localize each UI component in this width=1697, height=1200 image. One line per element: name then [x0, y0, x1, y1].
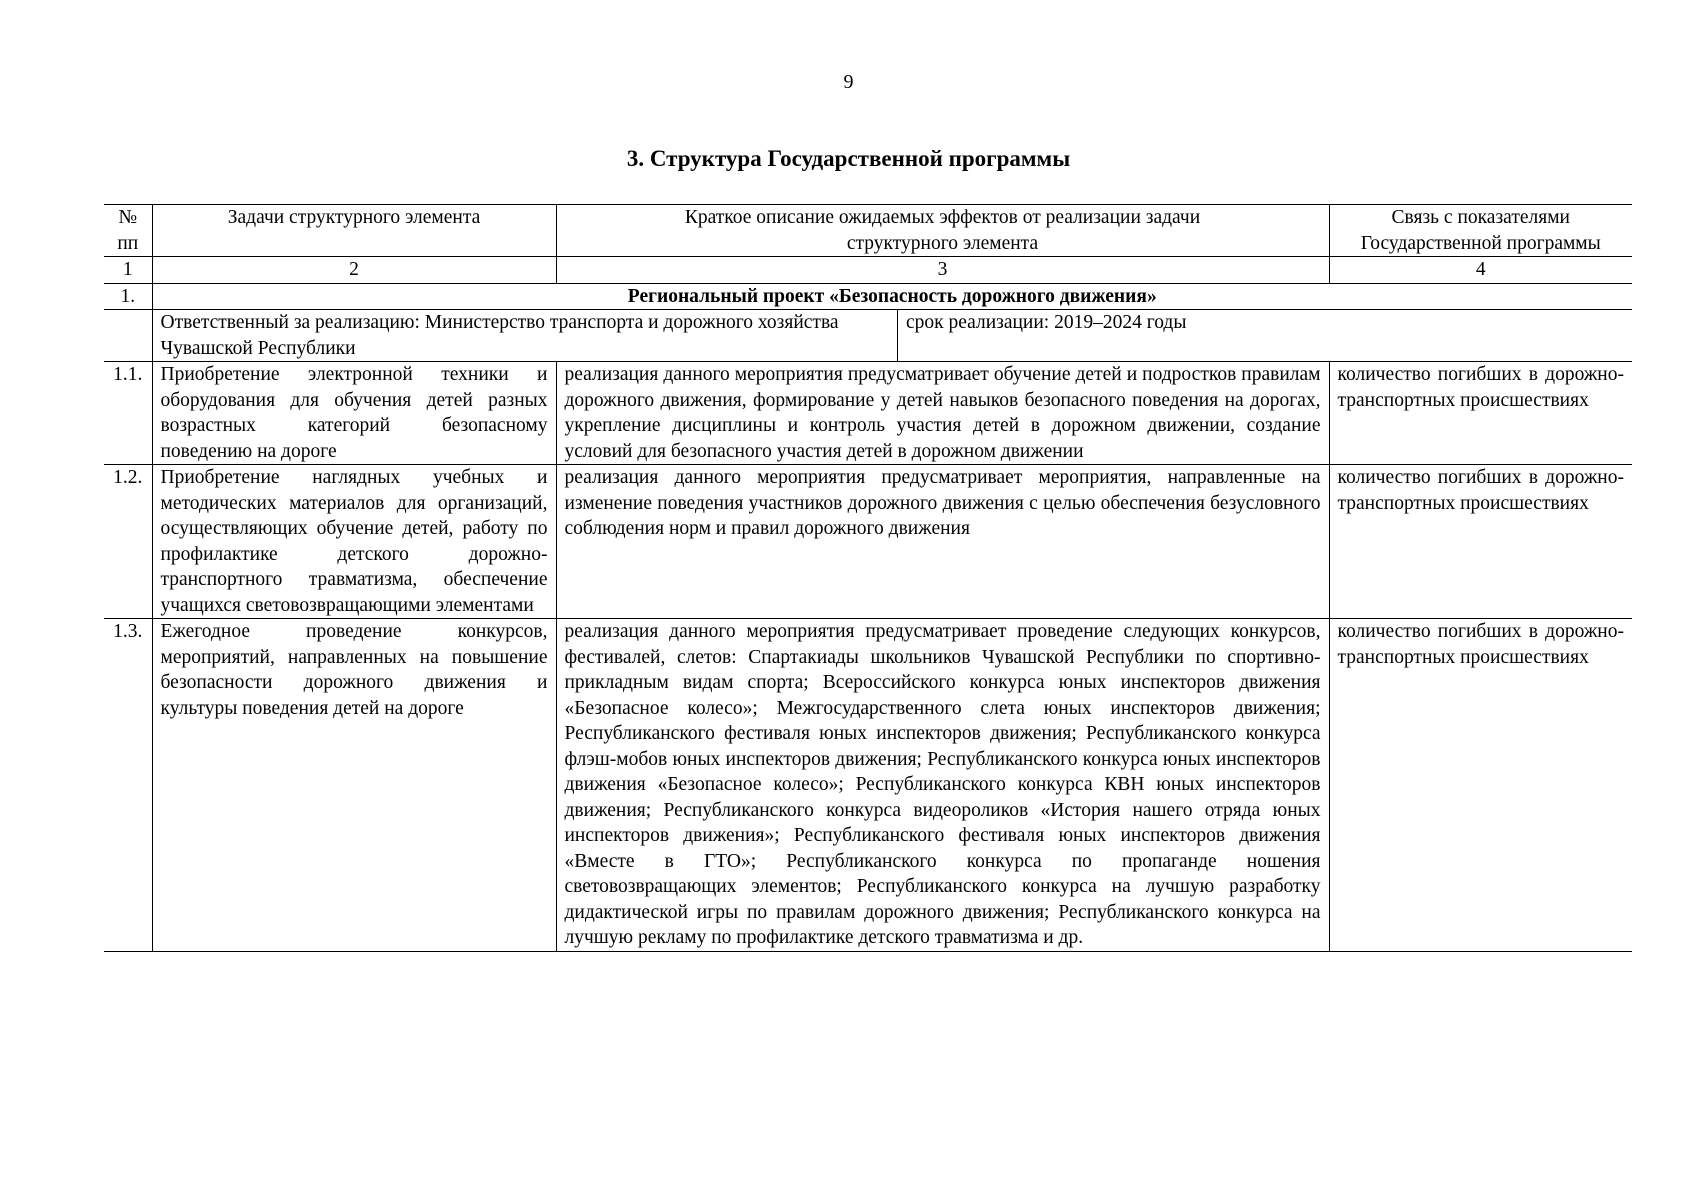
row-description: реализация данного мероприятия предусматривает обучение детей и подростков правилам дорожного движения, формирование у детей навыков безопасного поведения на дорогах, укрепление дисциплины и контроль участия детей в дорожном движении, создание условий для безопасного участия детей в дорожном движении — [556, 362, 1329, 465]
column-number-row — [104, 257, 1632, 284]
row-indicator: количество погибших в дорожно-транспортных происшествиях — [1329, 465, 1632, 619]
header-indicator: Связь с показателями Государственной программы — [1329, 205, 1632, 257]
row-indicator: количество погибших в дорожно-транспортных происшествиях — [1329, 362, 1632, 465]
column-number: 4 — [1329, 257, 1632, 284]
page-title: 3. Структура Государственной программы — [626, 146, 1071, 171]
header-number: № пп — [104, 205, 152, 257]
section-number: 1. — [104, 283, 152, 310]
row-number: 1.2. — [104, 465, 152, 619]
row-task: Ежегодное проведение конкурсов, мероприятий, направленных на повышение безопасности дорожного движения и культуры поведения детей на дороге — [152, 619, 556, 952]
responsible-text: Ответственный за реализацию: Министерство транспорта и дорожного хозяйства Чувашской Республики — [153, 310, 898, 361]
column-number: 2 — [152, 257, 556, 284]
row-task: Приобретение наглядных учебных и методических материалов для организаций, осуществляющих обучение детей, работу по профилактике детского дорожно-транспортного травматизма, обеспечение учащихся световозвращающими элементами — [152, 465, 556, 619]
column-number: 1 — [104, 257, 152, 284]
row-task: Приобретение электронной техники и оборудования для обучения детей разных возрастных категорий безопасному поведению на дороге — [152, 362, 556, 465]
table-header-row — [104, 205, 1632, 257]
page-number: 9 — [843, 71, 854, 93]
section-row — [104, 283, 1632, 310]
period-text: срок реализации: 2019–2024 годы — [906, 312, 1187, 333]
section-meta-row — [104, 310, 1632, 362]
section-title: Региональный проект «Безопасность дорожного движения» — [152, 283, 1632, 310]
table-row — [104, 362, 1632, 465]
row-number: 1.1. — [104, 362, 152, 465]
row-number: 1.3. — [104, 619, 152, 952]
row-description: реализация данного мероприятия предусматривает проведение следующих конкурсов, фестивалей, слетов: Спартакиады школьников Чувашской Республики по спортивно-прикладным видам спорта; Всероссийского конкурса юных инспекторов движения «Безопасное колесо»; Межгосударственного слета юных инспекторов движения; Республиканского фестиваля юных инспекторов движения; Республиканского конкурса флэш-мобов юных инспекторов движения; Республиканского конкурса юных инспекторов движения «Безопасное колесо»; Республиканского конкурса КВН юных инспекторов движения; Республиканского конкурса видеороликов «История нашего отряда юных инспекторов движения»; Республиканского фестиваля юных инспекторов движения «Вместе в ГТО»; Республиканского конкурса по пропаганде ношения световозвращающих элементов; Республиканского конкурса на лучшую разработку дидактической игры по правилам дорожного движения; Республиканского конкурса на лучшую рекламу по профилактике детского травматизма и др. — [556, 619, 1329, 952]
row-description: реализация данного мероприятия предусматривает мероприятия, направленные на изменение поведения участников дорожного движения с целью обеспечения безусловного соблюдения норм и правил дорожного движения — [556, 465, 1329, 619]
column-number: 3 — [556, 257, 1329, 284]
structure-table — [104, 204, 1632, 952]
table-row — [104, 465, 1632, 619]
header-description: Краткое описание ожидаемых эффектов от реализации задачи структурного элемента — [556, 205, 1329, 257]
row-indicator: количество погибших в дорожно-транспортных происшествиях — [1329, 619, 1632, 952]
table-row — [104, 619, 1632, 952]
header-task: Задачи структурного элемента — [152, 205, 556, 257]
